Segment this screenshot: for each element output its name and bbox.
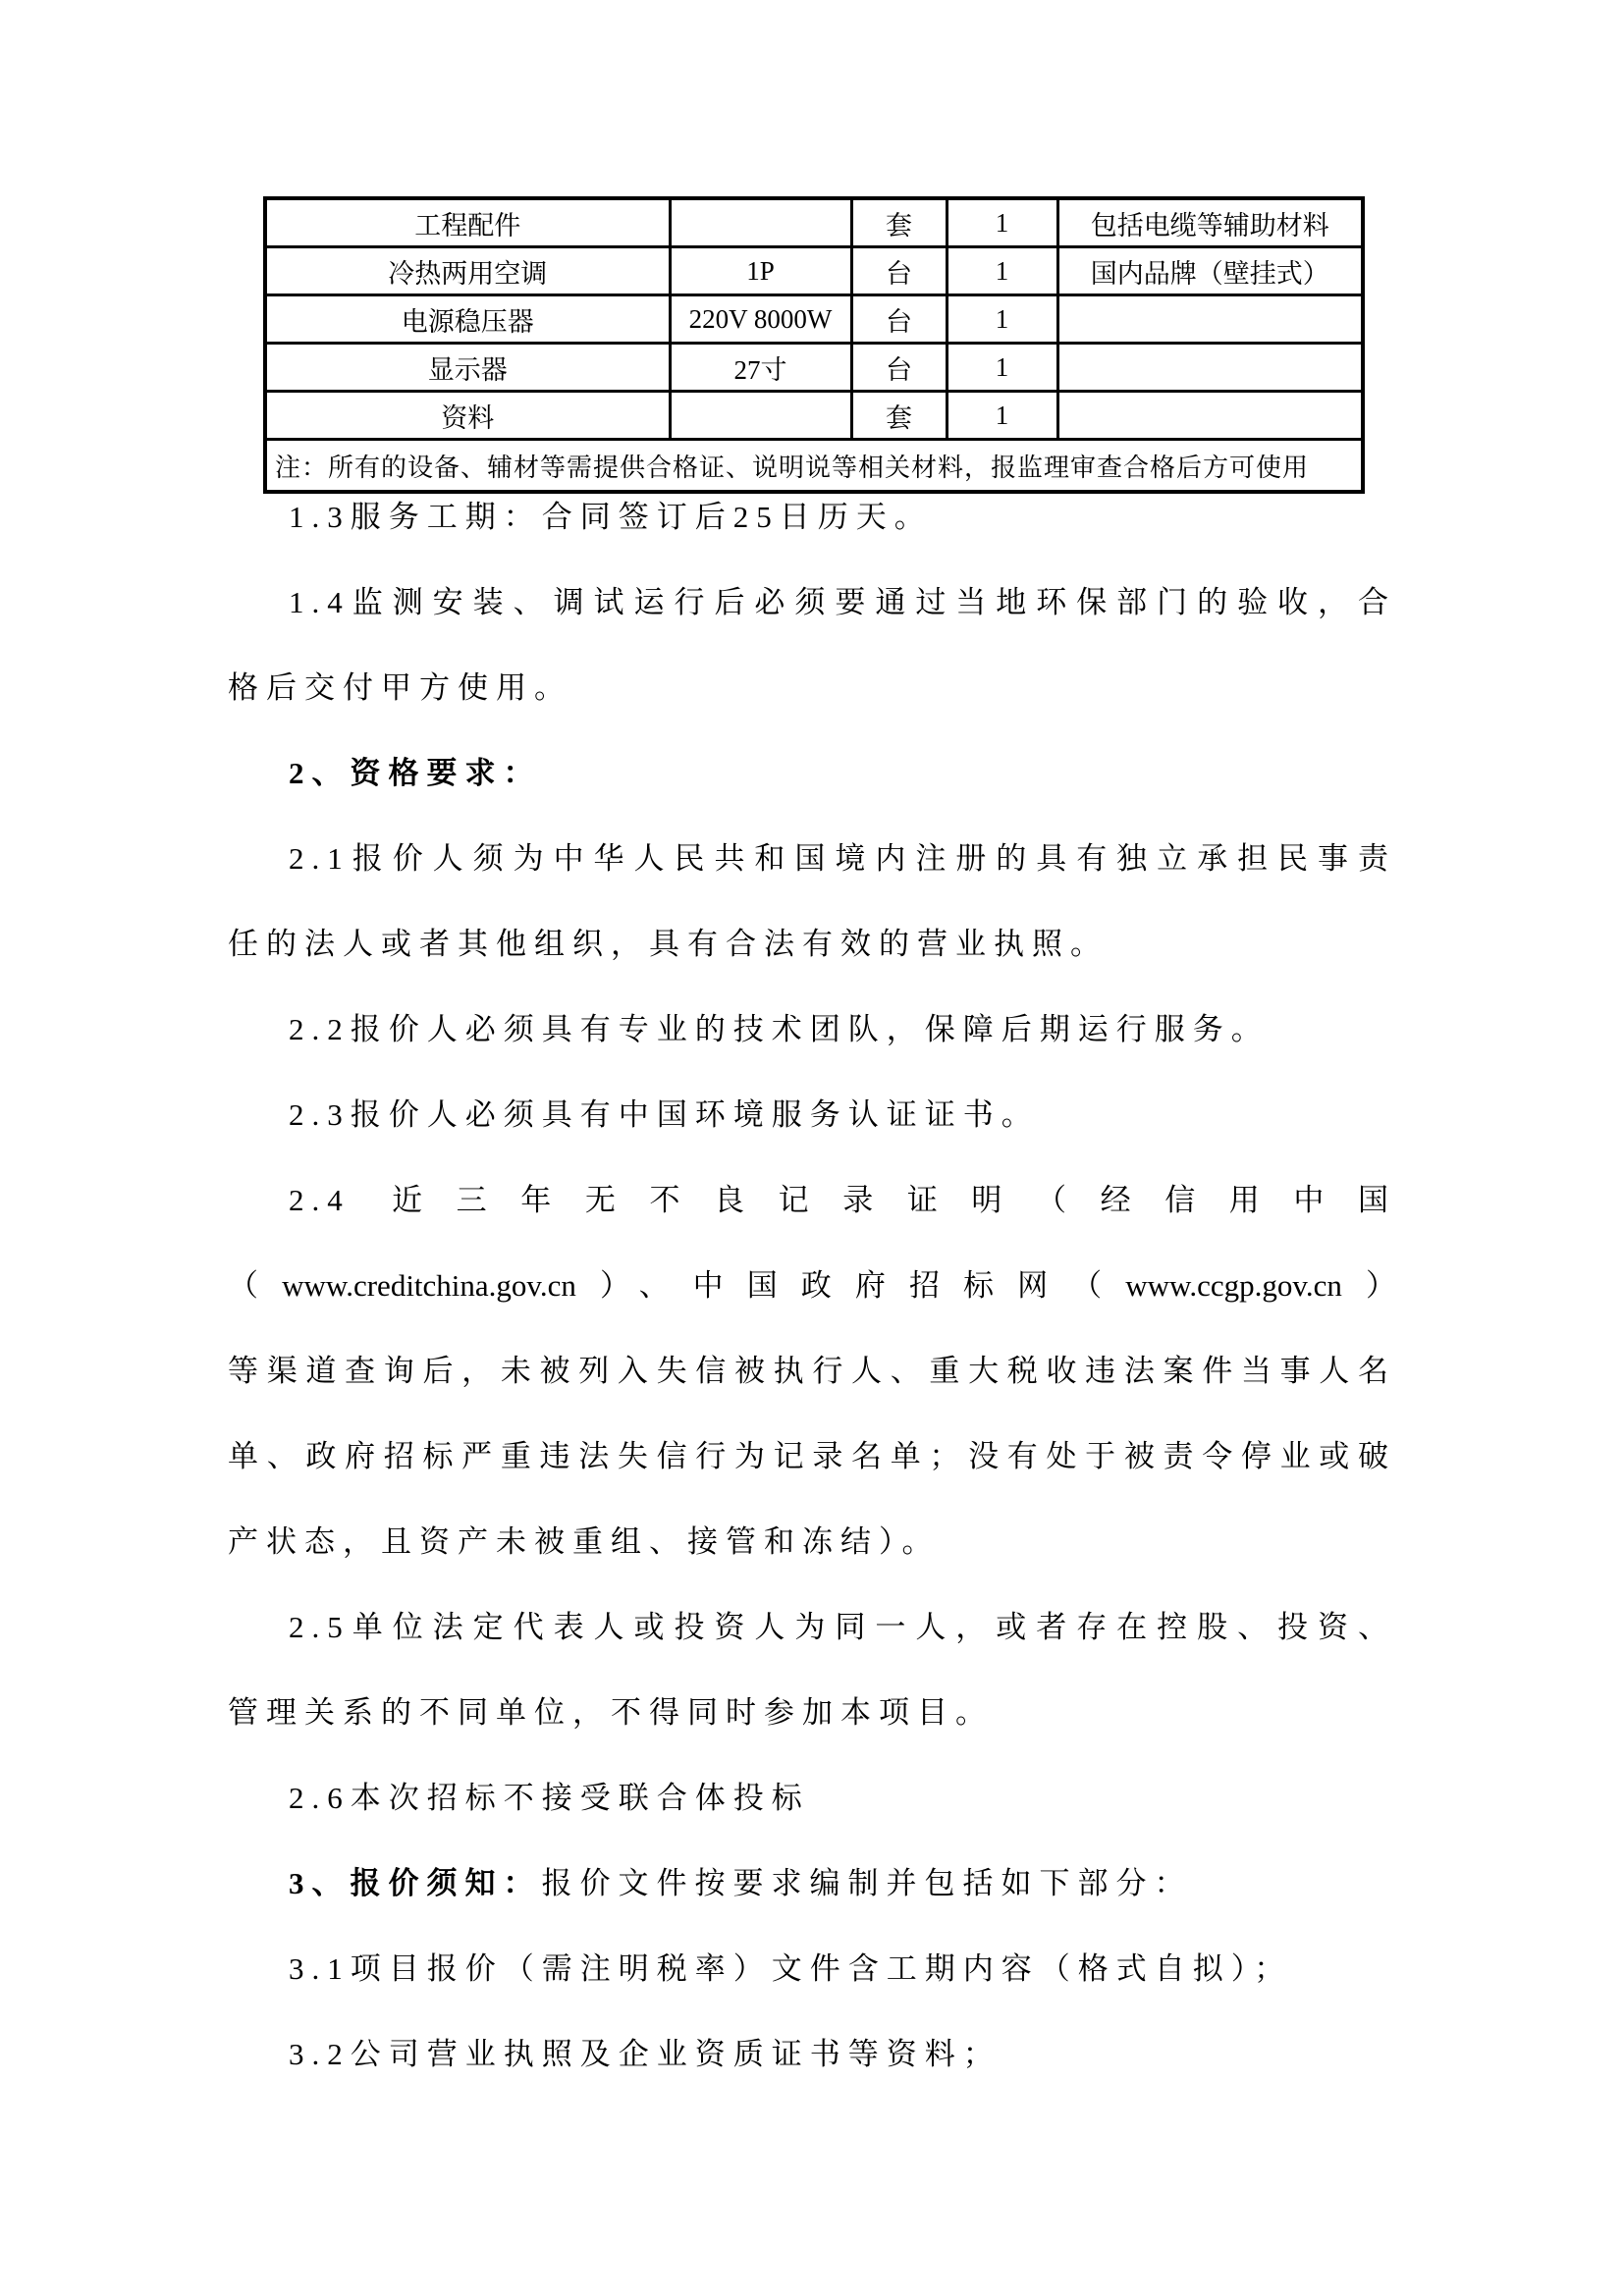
clause-2-2: 2.2报价人必须具有专业的技术团队，保障后期运行服务。	[289, 1012, 1270, 1046]
section-3-heading-text: 报价文件按要求编制并包括如下部分：	[541, 1866, 1193, 1900]
cell-item-remark	[1057, 344, 1363, 392]
cell-item-spec: 1P	[670, 247, 851, 295]
clause-1-4-line-2: 格后交付甲方使用。	[228, 670, 572, 705]
clause-2-4-line-3: 等渠道查询后，未被列入失信被执行人、重大税收违法案件当事人名	[228, 1354, 1396, 1388]
cell-item-spec: 220V 8000W	[670, 295, 851, 344]
clause-2-5-line-2: 管理关系的不同单位，不得同时参加本项目。	[228, 1695, 994, 1730]
cell-item-name: 资料	[265, 392, 670, 440]
cell-item-unit: 套	[851, 392, 947, 440]
cell-item-unit: 台	[851, 247, 947, 295]
cell-item-unit: 套	[851, 198, 947, 247]
table-row	[265, 295, 1363, 344]
cell-item-remark	[1057, 392, 1363, 440]
cell-item-unit: 台	[851, 295, 947, 344]
clause-2-1-line-2: 任的法人或者其他组织，具有合法有效的营业执照。	[228, 927, 1109, 961]
cell-item-qty: 1	[947, 344, 1057, 392]
clause-2-3: 2.3报价人必须具有中国环境服务认证证书。	[289, 1097, 1040, 1132]
clause-3-1: 3.1项目报价（需注明税率）文件含工期内容（格式自拟）；	[289, 1951, 1293, 1986]
document-body	[228, 474, 1396, 2097]
cell-item-name: 显示器	[265, 344, 670, 392]
clause-2-4-line-5: 产状态，且资产未被重组、接管和冻结）。	[228, 1524, 941, 1559]
clause-2-1-line-1: 2.1报价人须为中华人民共和国境内注册的具有独立承担民事责	[289, 841, 1396, 876]
clause-2-4-line-4: 单、政府招标严重违法失信行为记录名单；没有处于被责令停业或破	[228, 1439, 1396, 1473]
cell-item-spec	[670, 198, 851, 247]
clause-2-6: 2.6本次招标不接受联合体投标	[289, 1781, 810, 1815]
equipment-table	[263, 196, 1365, 494]
cell-item-spec	[670, 392, 851, 440]
cell-item-unit: 台	[851, 344, 947, 392]
clause-2-4-line-2-urls: （www.creditchina.gov.cn）、中国政府招标网（www.ccgp.gov.cn）	[228, 1268, 1396, 1303]
cell-item-name: 电源稳压器	[265, 295, 670, 344]
clause-1-4-line-1: 1.4监测安装、调试运行后必须要通过当地环保部门的验收，合	[289, 585, 1396, 619]
clause-2-5-line-1: 2.5单位法定代表人或投资人为同一人，或者存在控股、投资、	[289, 1610, 1396, 1644]
section-3-heading-label: 3、报价须知：	[289, 1866, 542, 1900]
clause-2-4-line-1: 2.4 近三年无不良记录证明（经信用中国	[289, 1183, 1396, 1217]
table-row	[265, 198, 1363, 247]
cell-item-qty: 1	[947, 392, 1057, 440]
section-3-heading-line	[228, 1841, 1396, 1926]
cell-item-qty: 1	[947, 247, 1057, 295]
clause-1-3: 1.3服务工期：合同签订后25日历天。	[289, 500, 933, 534]
cell-item-qty: 1	[947, 198, 1057, 247]
section-2-heading: 2、资格要求：	[289, 756, 542, 790]
table-row	[265, 344, 1363, 392]
table-note: 注：所有的设备、辅材等需提供合格证、说明说等相关材料，报监理审查合格后方可使用	[265, 440, 1363, 493]
cell-item-spec: 27寸	[670, 344, 851, 392]
clause-3-2: 3.2公司营业执照及企业资质证书等资料；	[289, 2037, 1001, 2071]
cell-item-remark	[1057, 295, 1363, 344]
table-row	[265, 392, 1363, 440]
cell-item-qty: 1	[947, 295, 1057, 344]
cell-item-remark: 包括电缆等辅助材料	[1057, 198, 1363, 247]
table-row	[265, 247, 1363, 295]
cell-item-remark: 国内品牌（壁挂式）	[1057, 247, 1363, 295]
cell-item-name: 工程配件	[265, 198, 670, 247]
cell-item-name: 冷热两用空调	[265, 247, 670, 295]
